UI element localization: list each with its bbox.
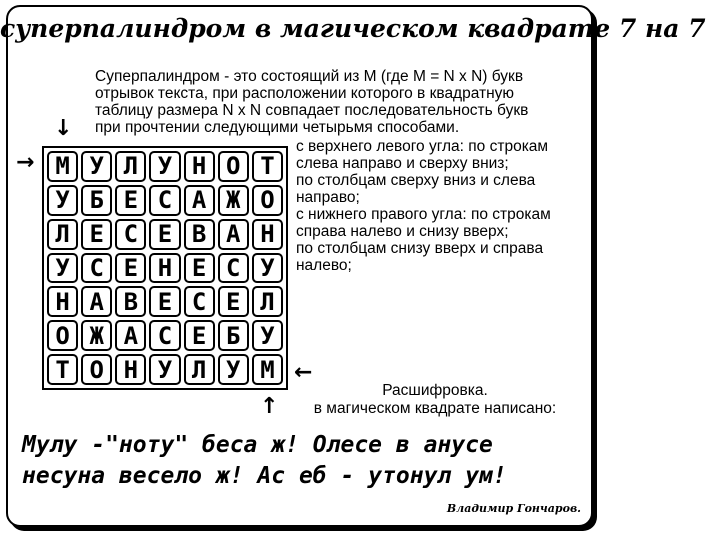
grid-cell: А	[81, 286, 112, 317]
grid-cell: О	[252, 185, 283, 216]
method-2: по столбцам сверху вниз и слева направо;	[296, 172, 536, 206]
grid-cell: Е	[184, 320, 215, 351]
grid-cell: Н	[184, 151, 215, 182]
grid-cell: У	[47, 253, 78, 284]
grid-cell: Е	[184, 253, 215, 284]
grid-cell: Н	[47, 286, 78, 317]
decode-heading	[290, 382, 580, 418]
grid-cell: А	[218, 219, 249, 250]
grid-cell: У	[252, 253, 283, 284]
grid-cell: У	[149, 354, 180, 385]
grid-cell: О	[81, 354, 112, 385]
grid-cell: Е	[81, 219, 112, 250]
grid-cell: А	[184, 185, 215, 216]
decode-title: Расшифровка.	[382, 382, 488, 399]
method-1: с верхнего левого угла: по строкам слева направо и сверху вниз;	[296, 138, 549, 172]
decoded-line-1: Мулу -"ноту" беса ж! Олесе в анусе	[22, 432, 493, 458]
grid-cell: Н	[252, 219, 283, 250]
grid-cell: В	[184, 219, 215, 250]
grid-cell: Е	[149, 286, 180, 317]
grid-cell: А	[115, 320, 146, 351]
grid-cell: Б	[81, 185, 112, 216]
arrow-left-icon: ←	[294, 360, 313, 385]
grid-cell: У	[81, 151, 112, 182]
grid-cell: С	[81, 253, 112, 284]
page-title: суперпалиндром в магическом квадрате 7 на 7	[0, 14, 706, 43]
grid-cell: Л	[252, 286, 283, 317]
reading-methods	[296, 138, 591, 274]
grid-cell: Т	[47, 354, 78, 385]
grid-cell: С	[115, 219, 146, 250]
grid-cell: Е	[115, 253, 146, 284]
arrow-right-icon: →	[16, 150, 35, 175]
grid-cell: У	[47, 185, 78, 216]
grid-cell: Ж	[218, 185, 249, 216]
grid-cell: У	[252, 320, 283, 351]
grid-cell: М	[47, 151, 78, 182]
grid-cell: О	[218, 151, 249, 182]
grid-cell: В	[115, 286, 146, 317]
grid-cell: Т	[252, 151, 283, 182]
grid-cell: Е	[149, 219, 180, 250]
grid-cell: С	[184, 286, 215, 317]
method-4: по столбцам снизу вверх и справа налево;	[296, 240, 544, 274]
grid-cell: Л	[115, 151, 146, 182]
grid-cell: О	[47, 320, 78, 351]
grid-cell: М	[252, 354, 283, 385]
grid-cell: Ж	[81, 320, 112, 351]
grid-cell: С	[218, 253, 249, 284]
decoded-text	[22, 430, 582, 492]
intro-text: Суперпалиндром - это состоящий из M (где M = N x N) букв отрывок текста, при расположении которого в квадратную таблицу размера N x N совпадает последовательность букв при прочтении следующими четырьмя способами.	[95, 68, 529, 136]
decode-subtitle: в магическом квадрате написано:	[313, 400, 557, 417]
grid-cell: Б	[218, 320, 249, 351]
grid-cell: Е	[115, 185, 146, 216]
grid-cell: У	[218, 354, 249, 385]
grid-cell: Л	[184, 354, 215, 385]
method-3: с нижнего правого угла: по строкам справа налево и снизу вверх;	[296, 206, 551, 240]
grid-cell: С	[149, 320, 180, 351]
grid-cell: Н	[149, 253, 180, 284]
grid-cell: У	[149, 151, 180, 182]
arrow-down-icon: ↓	[54, 116, 73, 141]
grid-cell: Л	[47, 219, 78, 250]
author-signature: Владимир Гончаров.	[446, 502, 581, 515]
grid-cell: Е	[218, 286, 249, 317]
magic-square	[42, 146, 288, 390]
grid-cell: Н	[115, 354, 146, 385]
grid-cell: С	[149, 185, 180, 216]
arrow-up-icon: ↑	[260, 394, 279, 419]
decoded-line-2: несуна весело ж! Ас еб - утонул ум!	[22, 463, 507, 489]
